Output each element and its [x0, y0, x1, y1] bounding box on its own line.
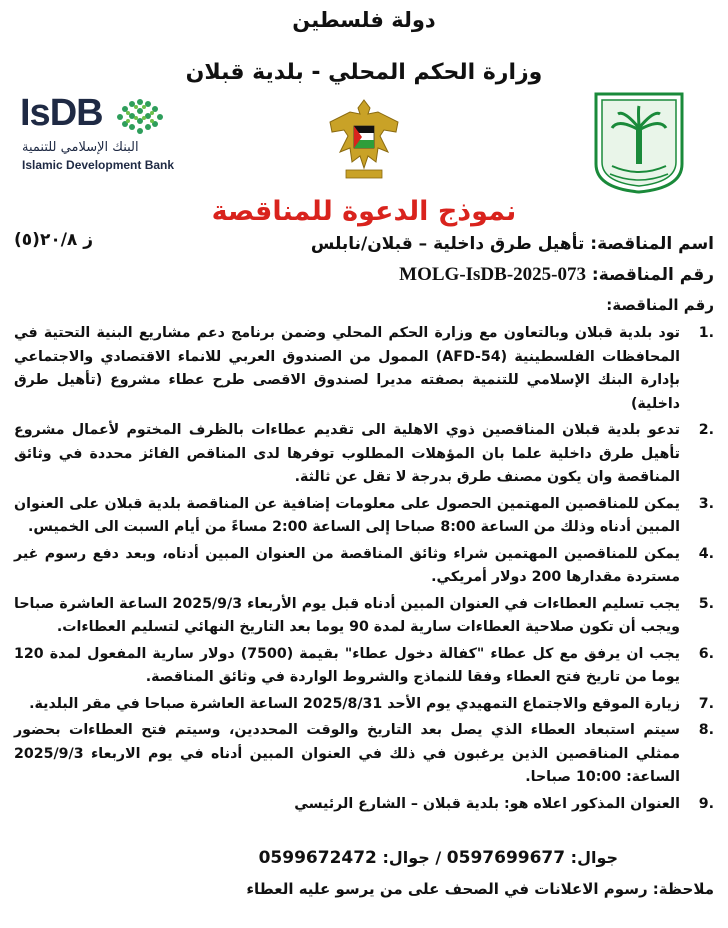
palestine-eagle-emblem-icon	[318, 92, 410, 184]
ministry-heading: وزارة الحكم المحلي - بلدية قبلان	[185, 60, 543, 85]
tender-number-label-2: رقم المناقصة:	[606, 296, 714, 314]
tender-name: اسم المناقصة: تأهيل طرق داخلية – قبلان/نابلس	[310, 234, 714, 254]
list-item	[14, 543, 714, 590]
item-number: .9	[698, 795, 714, 812]
phone-separator: /	[429, 848, 442, 867]
item-text: تدعو بلدية قبلان المناقصين ذوي الاهلية الى تقديم عطاءات بالظرف المختوم لأعمال مشروع تأهيل طرق داخلية علما بان المؤهلات المطلوب توفرها لدى المناقص الفائز محددة في وثائق المناقصة وان يكون مصنف طرق بدرجة لا تقل عن ثالثة.	[14, 422, 680, 485]
phone-label-1: جوال:	[570, 848, 618, 867]
tender-number-label: رقم المناقصة:	[591, 265, 714, 285]
tender-number-value: MOLG-IsDB-2025-073	[399, 264, 586, 285]
item-text: يمكن للمناقصين المهتمين شراء وثائق المناقصة من العنوان المبين أدناه، وبعد دفع رسوم غير مستردة مقدارها 200 دولار أمريكي.	[14, 545, 680, 585]
page-title: نموذج الدعوة للمناقصة	[211, 196, 517, 227]
municipality-seal-icon	[588, 88, 690, 196]
list-item	[14, 693, 714, 717]
item-text: يجب ان يرفق مع كل عطاء "كفالة دخول عطاء" بقيمة (7500) دولار سارية المفعول لمدة 120 يوما من تاريخ فتح العطاء وفقا للنماذج والشروط الواردة في وثائق المناقصة.	[14, 645, 680, 685]
item-text: يمكن للمناقصين المهتمين الحصول على معلومات إضافية عن المناقصة بلدية قبلان على العنوان المبين أدناه وذلك من الساعة 8:00 صباحا إلى الساعة 2:00 مساءً من أيام السبت الى الخميس.	[14, 495, 680, 535]
state-heading: دولة فلسطين	[292, 8, 436, 32]
item-text: تود بلدية قبلان وبالتعاون مع وزارة الحكم المحلي وضمن برنامج دعم مشاريع البنية التحتية في المحافظات الفلسطينية (AFD-54) الممول من الصندوق العربي للانماء الاقتصادي والاجتماعي بإدارة البنك الإسلامي للتنمية بصفته مديرا لصندوق الاقصى طرح عطاء مشروع (تأهيل طرق داخلية)	[14, 325, 680, 412]
list-item	[14, 322, 714, 416]
contact-phones	[259, 848, 618, 868]
terms-list	[14, 322, 714, 819]
list-item	[14, 419, 714, 490]
isdb-wordmark: IsDB	[20, 92, 103, 134]
phone-number-2: 0599672472	[258, 848, 377, 868]
phone-number-1: 0597699677	[446, 848, 566, 868]
list-item	[14, 719, 714, 790]
item-text: العنوان المذكور اعلاه هو: بلدية قبلان – الشارع الرئيسي	[294, 795, 680, 812]
item-number: .8	[698, 722, 714, 738]
item-number: .4	[698, 545, 714, 562]
item-number: .5	[698, 595, 714, 612]
tender-number-line	[399, 264, 714, 286]
footer-note: ملاحظة: رسوم الاعلانات في الصحف على من يرسو عليه العطاء	[246, 880, 714, 898]
list-item	[14, 493, 714, 540]
list-item	[14, 793, 714, 817]
isdb-logo	[18, 92, 188, 182]
item-text: زيارة الموقع والاجتماع التمهيدي يوم الأحد 2025/8/31 الساعة العاشرة صباحا في مقر البلدية.	[29, 695, 680, 712]
phone-label-2: جوال:	[382, 848, 430, 867]
isdb-english-name: Islamic Development Bank	[22, 158, 175, 172]
reference-number: ز ٢٠/٨(٥)	[14, 230, 94, 250]
item-number: .2	[698, 422, 714, 438]
item-number: .1	[698, 325, 714, 341]
isdb-globe-icon	[110, 96, 170, 140]
item-number: .3	[698, 495, 714, 512]
item-number: .6	[698, 645, 714, 662]
list-item	[14, 593, 714, 640]
item-number: .7	[698, 695, 714, 712]
isdb-arabic-name: البنك الإسلامي للتنمية	[22, 140, 139, 155]
list-item	[14, 643, 714, 690]
item-text: يجب تسليم العطاءات في العنوان المبين أدناه قبل يوم الأربعاء 2025/9/3 الساعة العاشرة صباحا ويجب أن تكون صلاحية العطاءات سارية لمدة 90 يوما بعد التاريخ النهائي لتسليم العطاءات.	[14, 595, 680, 635]
item-text: سيتم استبعاد العطاء الذي يصل بعد التاريخ والوقت المحددين، وسيتم فتح العطاءات بحضور ممثلي المناقصين الذين يرغبون في ذلك في العنوان المبين أدناه في يوم الاربعاء 2025/9/3 الساعة: 10:00 صباحا.	[14, 722, 680, 785]
